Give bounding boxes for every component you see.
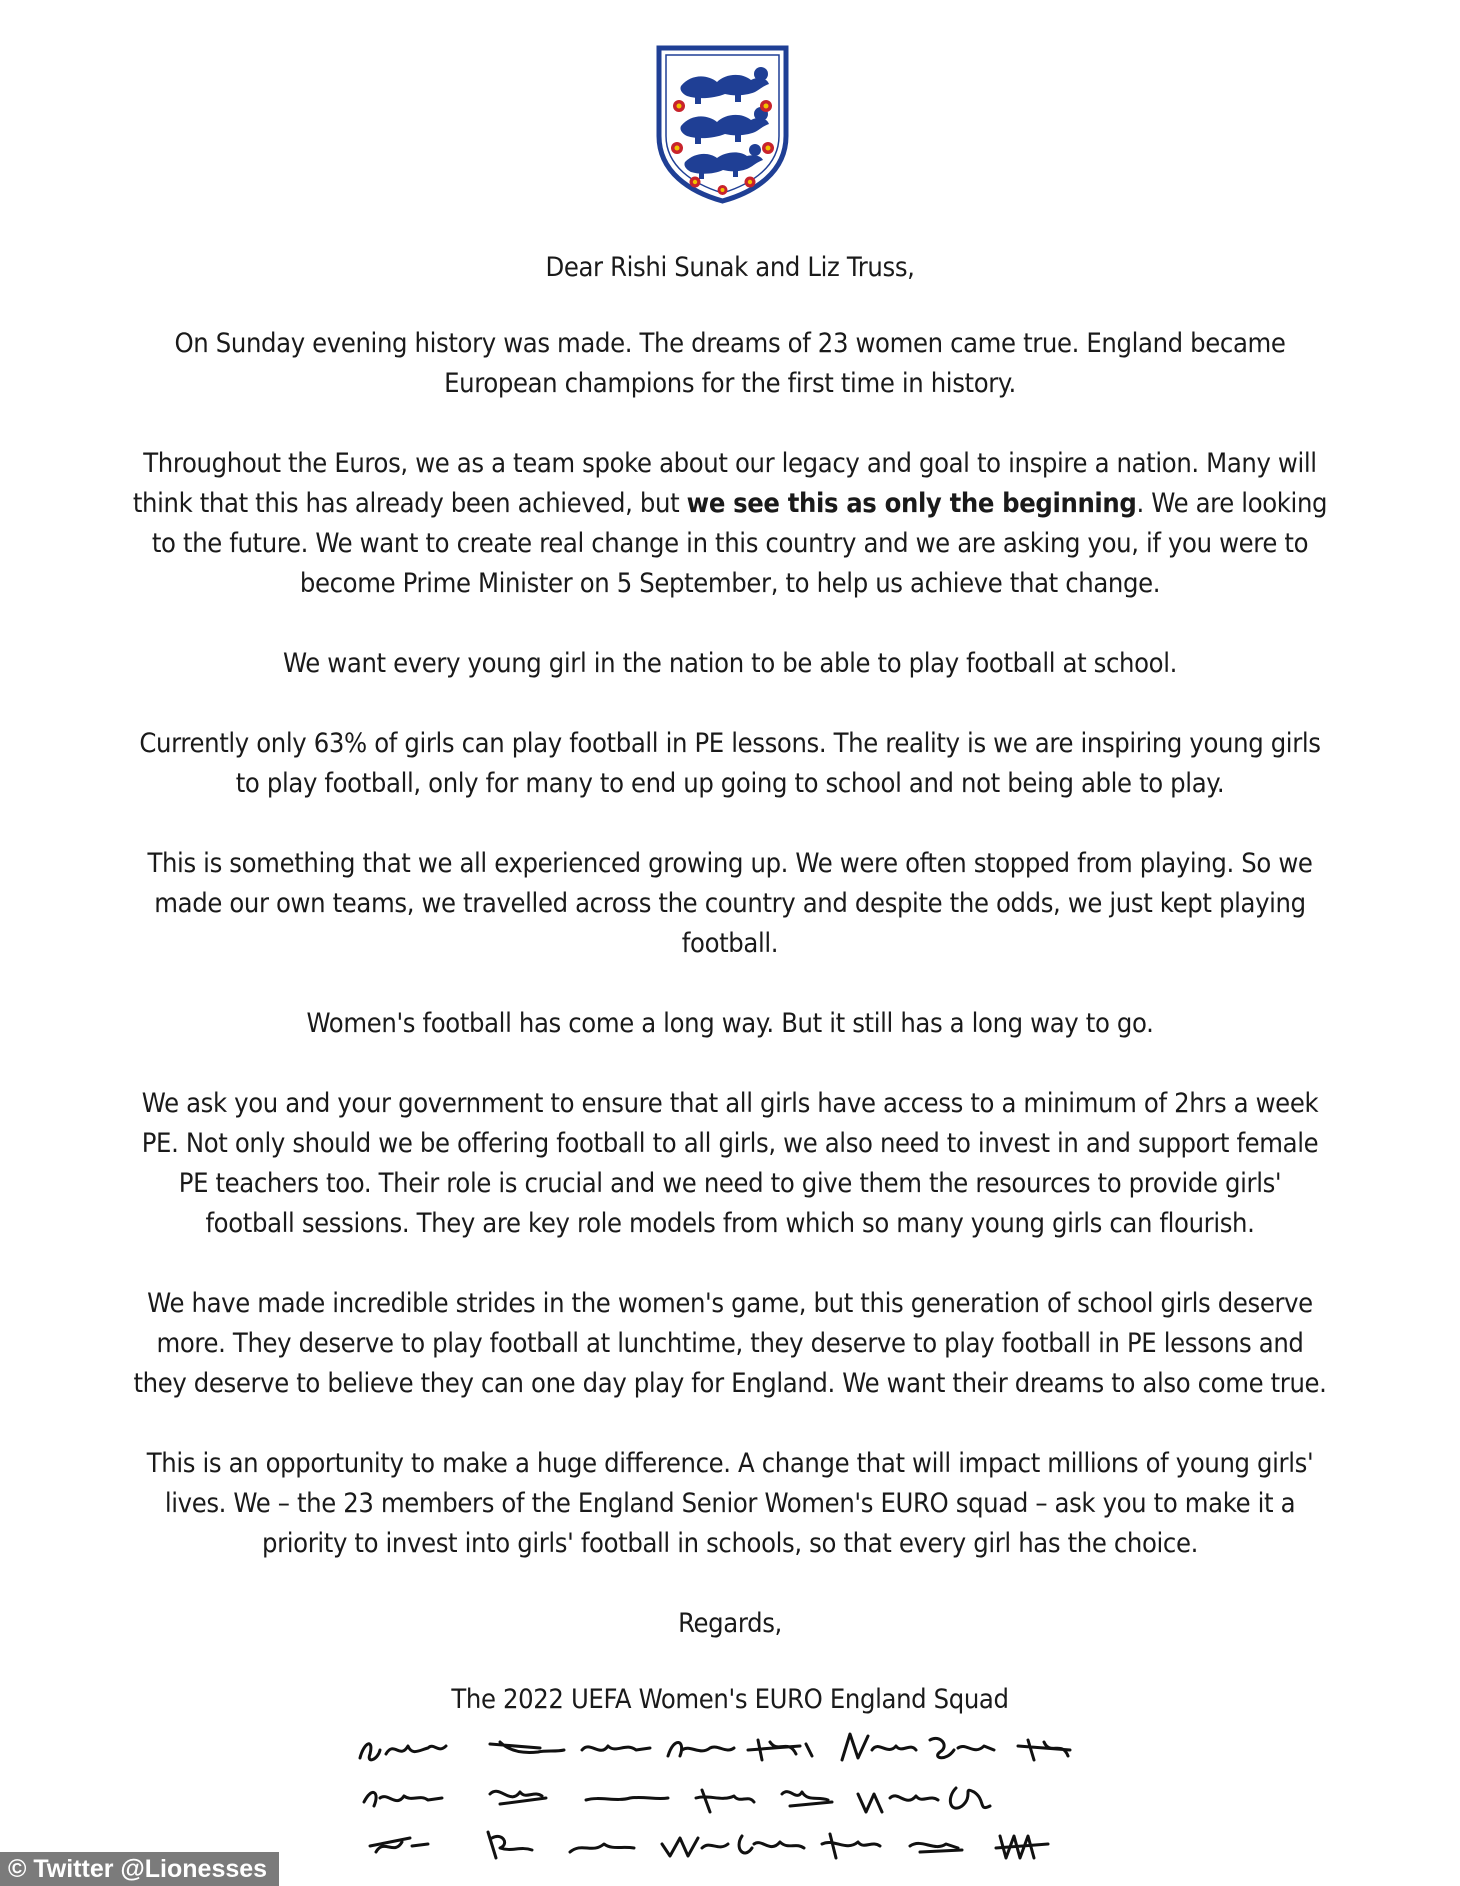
paragraph-experience: This is something that we all experienced growing up. We were often stopped from playing. So we made our own teams, we travelled across the country and despite the odds, we just kept playing football.	[147, 848, 1313, 959]
paragraph-opportunity: This is an opportunity to make a huge difference. A change that will impact millions of young girls' lives. We – the 23 members of the England Senior Women's EURO squad – ask you to make it a priority to invest into girls' football in schools, so that every girl has the choice.	[146, 1448, 1314, 1559]
paragraph-legacy-start: Throughout the Euros, we as a team spoke about our legacy and goal to inspire a nation. Many will think that this has already been achieved, but	[132, 448, 1317, 519]
closing: Regards,	[678, 1608, 782, 1639]
paragraph-government-ask: We ask you and your government to ensure that all girls have access to a minimum of 2hrs a week PE. Not only should we be offering football to all girls, we also need to invest in and support female PE teachers too. Their role is crucial and we need to give them the resources to provide girls' football sessions. They are key role models from which so many young girls can flourish.	[141, 1088, 1319, 1239]
salutation: Dear Rishi Sunak and Liz Truss,	[545, 252, 915, 283]
letter-body	[132, 248, 1328, 1760]
england-crest-icon	[655, 44, 790, 204]
paragraph-legacy	[132, 444, 1328, 604]
signoff: The 2022 UEFA Women's EURO England Squad	[451, 1684, 1009, 1715]
photo-credit: © Twitter @Lionesses	[0, 1852, 279, 1886]
paragraph-history: On Sunday evening history was made. The dreams of 23 women came true. England became European champions for the first time in history.	[174, 328, 1286, 399]
paragraph-statistic: Currently only 63% of girls can play football in PE lessons. The reality is we are inspiring young girls to play football, only for many to end up going to school and not being able to play.	[139, 728, 1321, 799]
paragraph-strides: We have made incredible strides in the women's game, but this generation of school girls deserve more. They deserve to play football at lunchtime, they deserve to play football in PE lessons and they deserve to believe they can one day play for England. We want their dreams to also come true.	[133, 1288, 1327, 1399]
paragraph-legacy-end: . We are looking to the future. We want to create real change in this country and we are asking you, if you were to become Prime Minister on 5 September, to help us achieve that change.	[151, 488, 1328, 599]
paragraph-long-way: Women's football has come a long way. But it still has a long way to go.	[306, 1008, 1154, 1039]
squad-signatures-icon	[350, 1720, 1110, 1880]
paragraph-legacy-emphasis: we see this as only the beginning	[686, 488, 1137, 519]
paragraph-every-girl: We want every young girl in the nation to be able to play football at school.	[282, 648, 1178, 679]
